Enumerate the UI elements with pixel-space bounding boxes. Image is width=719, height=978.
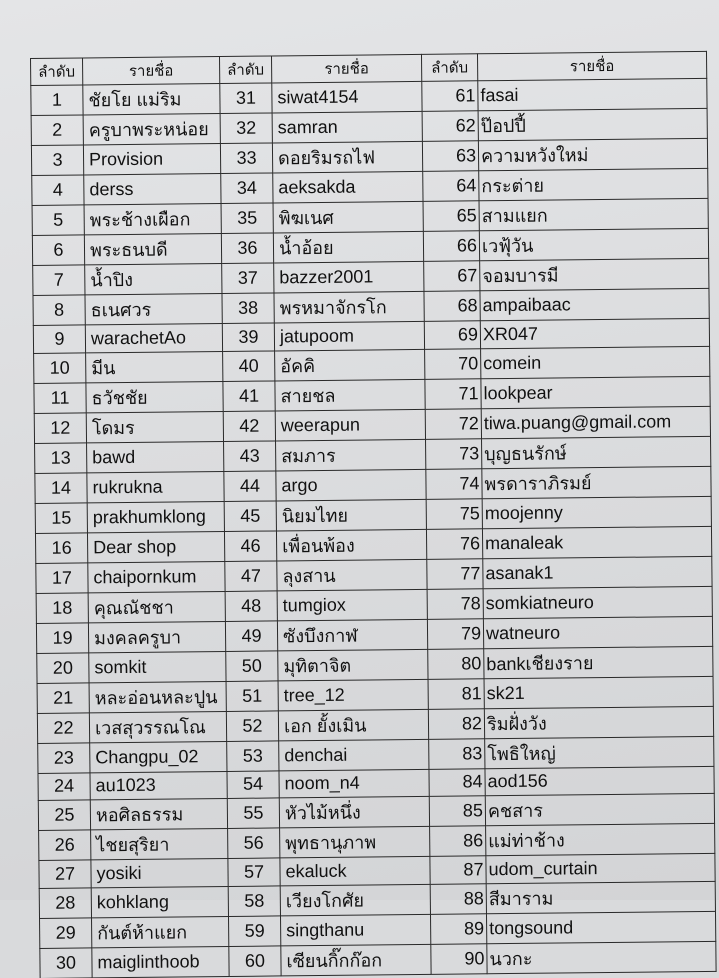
order-number-cell: 36 — [221, 233, 273, 264]
member-name-cell: sk21 — [484, 676, 713, 708]
order-number-cell: 18 — [36, 592, 88, 623]
header-name-3: รายชื่อ — [477, 51, 706, 80]
order-number-cell: 23 — [38, 742, 90, 773]
member-name-cell: ความหวังใหม่ — [478, 138, 707, 170]
member-name-cell: มีน — [86, 351, 223, 382]
order-number-cell: 76 — [426, 528, 482, 559]
order-number-cell: 26 — [39, 830, 91, 861]
member-name-cell: bankเชียงราย — [484, 646, 713, 678]
order-number-cell: 16 — [35, 532, 87, 563]
order-number-cell: 56 — [228, 828, 280, 859]
order-number-cell: 70 — [425, 348, 481, 379]
order-number-cell: 42 — [223, 410, 275, 441]
order-number-cell: 32 — [220, 113, 272, 144]
order-number-cell: 9 — [33, 325, 85, 353]
member-name-cell: ธเนศวร — [85, 294, 222, 325]
order-number-cell: 24 — [38, 772, 90, 800]
order-number-cell: 60 — [229, 945, 281, 976]
order-number-cell: 89 — [430, 913, 486, 944]
order-number-cell: 81 — [428, 678, 484, 709]
member-name-cell: ครูบาพระหน่อย — [83, 114, 220, 145]
member-name-cell: เวฟุ้วัน — [479, 228, 708, 260]
member-name-cell: tongsound — [486, 911, 715, 943]
member-list-table — [30, 51, 717, 978]
member-name-cell: tiwa.puang@gmail.com — [481, 406, 710, 438]
member-name-cell: ชัยโย แม่ริม — [83, 84, 220, 115]
order-number-cell: 20 — [37, 652, 89, 683]
order-number-cell: 55 — [227, 798, 279, 829]
member-name-cell: สีมาราม — [486, 881, 715, 913]
member-name-cell: พระธนบดี — [84, 234, 221, 265]
order-number-cell: 82 — [428, 708, 484, 739]
member-name-cell: เวสสุวรรณโณ — [89, 711, 226, 742]
member-name-cell: kohklang — [91, 886, 228, 917]
member-name-cell: samran — [272, 111, 422, 143]
member-name-cell: moojenny — [482, 496, 711, 528]
order-number-cell: 78 — [427, 588, 483, 619]
order-number-cell: 34 — [221, 173, 273, 204]
member-name-cell: aeksakda — [273, 171, 423, 203]
member-name-cell: ซังบึงกาฬ — [277, 619, 427, 651]
member-name-cell: bawd — [87, 441, 224, 472]
member-name-cell: argo — [276, 469, 426, 501]
order-number-cell: 61 — [422, 81, 478, 112]
member-name-cell: watneuro — [483, 616, 712, 648]
header-name-2: รายชื่อ — [271, 54, 421, 83]
order-number-cell: 7 — [33, 265, 85, 296]
order-number-cell: 11 — [34, 382, 86, 413]
member-name-cell: ampaibaac — [480, 288, 709, 320]
member-name-cell: พิฆเนศ — [273, 201, 423, 233]
order-number-cell: 45 — [224, 500, 276, 531]
header-order-3: ลำดับ — [421, 54, 477, 82]
member-name-cell: Provision — [83, 144, 220, 175]
member-name-cell: พุทธานุภาพ — [280, 826, 430, 858]
order-number-cell: 86 — [430, 826, 486, 857]
order-number-cell: 2 — [31, 115, 83, 146]
member-name-cell: เพื่อนพ้อง — [276, 529, 426, 561]
member-name-cell: น้ำอ้อย — [273, 231, 423, 263]
order-number-cell: 1 — [31, 85, 83, 116]
member-name-cell: bazzer2001 — [274, 261, 424, 293]
order-number-cell: 19 — [36, 622, 88, 653]
order-number-cell: 15 — [35, 502, 87, 533]
order-number-cell: 4 — [32, 175, 84, 206]
member-name-cell: น้ำปิง — [85, 264, 222, 295]
header-order-1: ลำดับ — [31, 58, 83, 86]
member-name-cell: จอมบารมี — [480, 258, 709, 290]
order-number-cell: 85 — [429, 796, 485, 827]
order-number-cell: 46 — [224, 530, 276, 561]
order-number-cell: 90 — [431, 943, 487, 974]
member-name-cell: กันต์ห้าแยก — [92, 916, 229, 947]
document-sheet — [30, 51, 715, 973]
member-name-cell: noom_n4 — [279, 769, 429, 798]
order-number-cell: 35 — [221, 203, 273, 234]
order-number-cell: 83 — [429, 738, 485, 769]
member-name-cell: siwat4154 — [272, 81, 422, 113]
order-number-cell: 88 — [430, 883, 486, 914]
member-name-cell: พรหมาจักรโก — [274, 291, 424, 323]
member-name-cell: Dear shop — [87, 531, 224, 562]
member-name-cell: ป๊อปปี้ — [478, 108, 707, 140]
member-name-cell: นิยมไทย — [276, 499, 426, 531]
member-name-cell: manaleak — [482, 526, 711, 558]
order-number-cell: 44 — [224, 470, 276, 501]
order-number-cell: 33 — [220, 143, 272, 174]
member-name-cell: ธวัชชัย — [86, 381, 223, 412]
order-number-cell: 14 — [35, 472, 87, 503]
member-name-cell: สายชล — [275, 379, 425, 411]
member-name-cell: แม่ท่าช้าง — [486, 823, 715, 855]
order-number-cell: 22 — [37, 712, 89, 743]
order-number-cell: 62 — [422, 111, 478, 142]
order-number-cell: 58 — [228, 885, 280, 916]
member-name-cell: เวียงโกศัย — [280, 884, 430, 916]
member-name-cell: หัวไม้หนึ่ง — [279, 796, 429, 828]
order-number-cell: 5 — [32, 205, 84, 236]
member-name-cell: somkit — [89, 651, 226, 682]
member-name-cell: คุณณัชชา — [88, 591, 225, 622]
order-number-cell: 38 — [222, 293, 274, 324]
member-name-cell: สมภาร — [276, 439, 426, 471]
member-name-cell: lookpear — [481, 376, 710, 408]
order-number-cell: 30 — [40, 947, 92, 978]
order-number-cell: 49 — [225, 620, 277, 651]
order-number-cell: 66 — [423, 231, 479, 262]
member-name-cell: prakhumklong — [87, 501, 224, 532]
member-name-cell: คชสาร — [485, 793, 714, 825]
order-number-cell: 41 — [223, 380, 275, 411]
order-number-cell: 80 — [428, 648, 484, 679]
order-number-cell: 71 — [425, 378, 481, 409]
order-number-cell: 3 — [31, 145, 83, 176]
order-number-cell: 65 — [423, 201, 479, 232]
order-number-cell: 29 — [40, 917, 92, 948]
order-number-cell: 21 — [37, 682, 89, 713]
member-name-cell: โดมร — [86, 411, 223, 442]
member-name-cell: ดอยริมรถไฟ — [272, 141, 422, 173]
order-number-cell: 69 — [424, 321, 480, 349]
member-name-cell: Changpu_02 — [90, 741, 227, 772]
order-number-cell: 79 — [427, 618, 483, 649]
member-name-cell: พระช้างเผือก — [84, 204, 221, 235]
member-name-cell: หละอ่อนหละปูน — [89, 681, 226, 712]
member-name-cell: tree_12 — [278, 679, 428, 711]
order-number-cell: 87 — [430, 856, 486, 884]
order-number-cell: 72 — [425, 408, 481, 439]
member-name-cell: กระต่าย — [479, 168, 708, 200]
order-number-cell: 54 — [227, 770, 279, 798]
order-number-cell: 74 — [426, 468, 482, 499]
order-number-cell: 63 — [422, 141, 478, 172]
member-name-cell: derss — [84, 174, 221, 205]
member-name-cell: jatupoom — [274, 321, 424, 350]
order-number-cell: 68 — [424, 291, 480, 322]
order-number-cell: 51 — [226, 680, 278, 711]
order-number-cell: 37 — [222, 263, 274, 294]
member-name-cell: บุญธนรักษ์ — [482, 436, 711, 468]
member-name-cell: โพธิใหญ่ — [485, 736, 714, 768]
order-number-cell: 64 — [423, 171, 479, 202]
order-number-cell: 47 — [225, 560, 277, 591]
member-name-cell: มงคลครูบา — [88, 621, 225, 652]
member-name-cell: หอศิลธรรม — [90, 798, 227, 829]
order-number-cell: 73 — [426, 438, 482, 469]
member-name-cell: ริมฝั่งวัง — [484, 706, 713, 738]
member-name-cell: เอก ยั้งเมิน — [278, 709, 428, 741]
order-number-cell: 12 — [34, 412, 86, 443]
member-name-cell: singthanu — [280, 914, 430, 946]
member-name-cell: นวกะ — [487, 941, 716, 973]
member-name-cell: ไชยสุริยา — [91, 828, 228, 859]
order-number-cell: 77 — [427, 558, 483, 589]
order-number-cell: 13 — [35, 442, 87, 473]
member-name-cell: weerapun — [275, 409, 425, 441]
order-number-cell: 39 — [222, 323, 274, 351]
order-number-cell: 17 — [36, 562, 88, 593]
order-number-cell: 28 — [39, 887, 91, 918]
member-name-cell: อัคคิ — [275, 349, 425, 381]
member-name-cell: tumgiox — [277, 589, 427, 621]
order-number-cell: 57 — [228, 858, 280, 886]
table-row — [40, 941, 716, 978]
member-name-cell: comein — [481, 346, 710, 378]
member-name-cell: somkiatneuro — [483, 586, 712, 618]
order-number-cell: 8 — [33, 295, 85, 326]
member-name-cell: rukrukna — [87, 471, 224, 502]
order-number-cell: 50 — [226, 650, 278, 681]
member-name-cell: เซียนกิ๊กก๊อก — [281, 944, 431, 976]
member-name-cell: warachetAo — [85, 324, 222, 353]
table-body — [31, 78, 716, 978]
member-name-cell: ekaluck — [280, 856, 430, 885]
order-number-cell: 25 — [38, 800, 90, 831]
order-number-cell: 59 — [228, 915, 280, 946]
member-name-cell: สามแยก — [479, 198, 708, 230]
member-name-cell: au1023 — [90, 771, 227, 800]
member-name-cell: asanak1 — [483, 556, 712, 588]
order-number-cell: 67 — [424, 261, 480, 292]
member-name-cell: maiglinthoob — [92, 946, 229, 977]
order-number-cell: 27 — [39, 860, 91, 888]
header-order-2: ลำดับ — [219, 56, 271, 84]
order-number-cell: 43 — [224, 440, 276, 471]
member-name-cell: พรดาราภิรมย์ — [482, 466, 711, 498]
order-number-cell: 53 — [227, 740, 279, 771]
order-number-cell: 52 — [226, 710, 278, 741]
order-number-cell: 10 — [34, 352, 86, 383]
order-number-cell: 31 — [220, 83, 272, 114]
member-name-cell: chaipornkum — [88, 561, 225, 592]
member-name-cell: udom_curtain — [486, 853, 715, 883]
member-name-cell: ลุงสาน — [277, 559, 427, 591]
member-name-cell: fasai — [478, 78, 707, 110]
order-number-cell: 84 — [429, 768, 485, 796]
order-number-cell: 6 — [32, 235, 84, 266]
member-name-cell: denchai — [279, 739, 429, 771]
order-number-cell: 48 — [225, 590, 277, 621]
member-name-cell: yosiki — [91, 858, 228, 887]
order-number-cell: 40 — [223, 350, 275, 381]
member-name-cell: aod156 — [485, 766, 714, 796]
header-name-1: รายชื่อ — [83, 57, 220, 85]
member-name-cell: XR047 — [480, 318, 709, 348]
member-name-cell: มุทิตาจิต — [278, 649, 428, 681]
order-number-cell: 75 — [426, 498, 482, 529]
